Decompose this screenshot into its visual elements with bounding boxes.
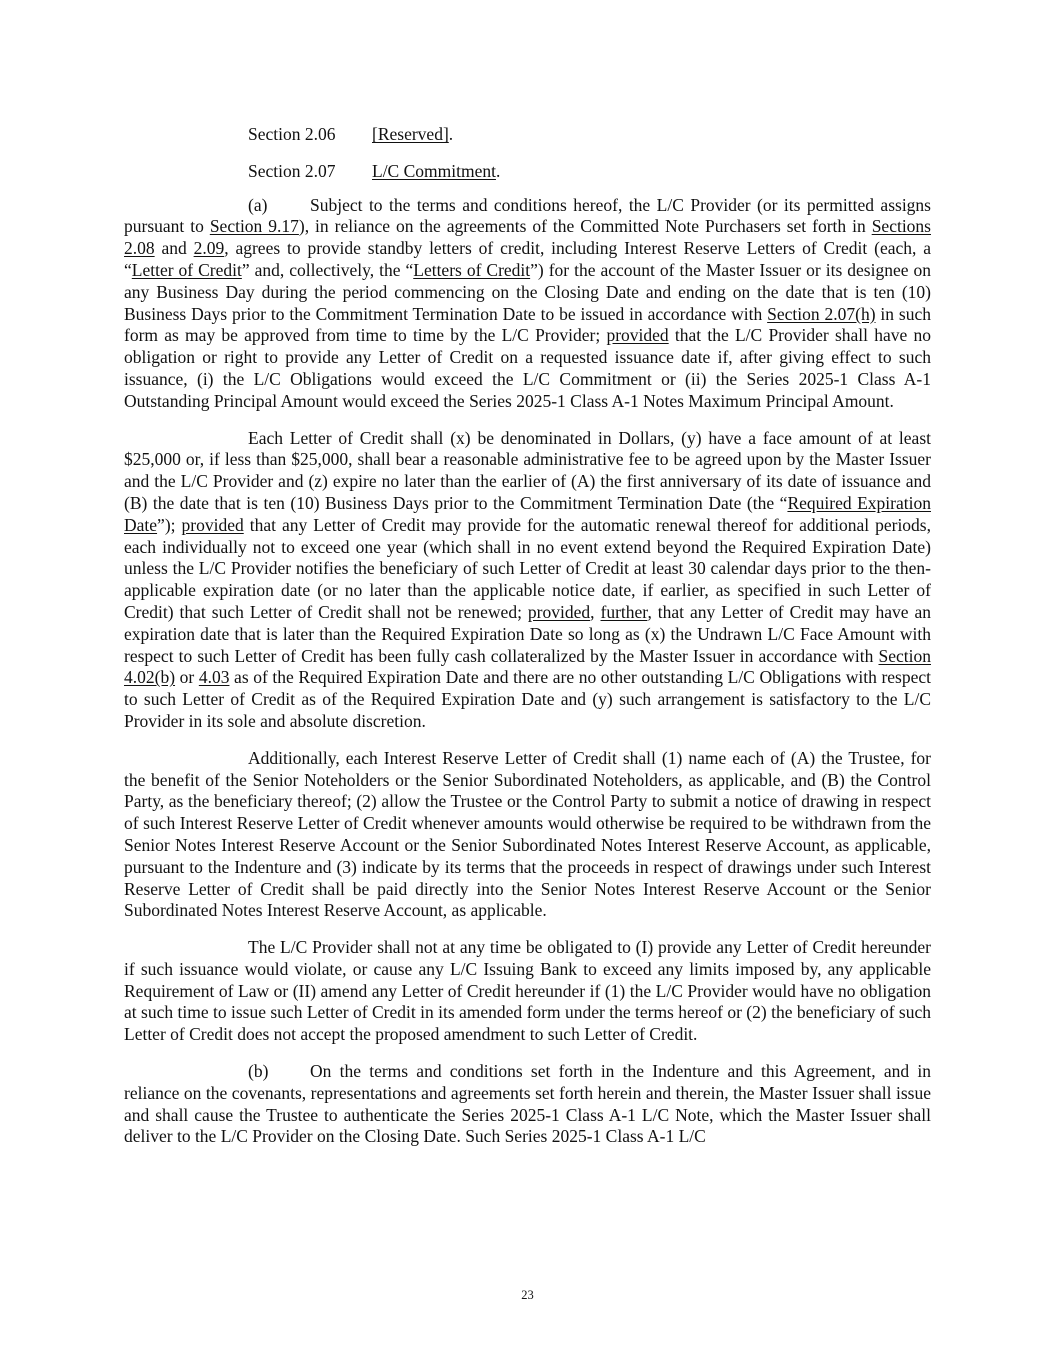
cross-reference-link[interactable]: 2.09 [193, 238, 225, 259]
clause-label: (b) [248, 1061, 269, 1082]
emphasis-term: provided [527, 601, 591, 622]
paragraph-interest-reserve: Additionally, each Interest Reserve Letter of Credit shall (1) name each of (A) the Trustee, for the benefit of the Senior Noteholders or the Senior Subordinated Noteholders, as applicable, and (B) the Control Party, as the beneficiary thereof; (2) allow the Trustee or the Control Party to submit a notice of drawing in respect of such Interest Reserve Letter of Credit whenever amounts would otherwise be required to be withdrawn from the Senior Notes Interest Reserve Account or the Senior Subordinated Notes Interest Reserve Account, as applicable, pursuant to the Indenture and (3) indicate by its terms that the proceeds in respect of drawings under such Interest Reserve Letter of Credit shall be paid directly into the Senior Notes Interest Reserve Account or the Senior Subordinated Notes Interest Reserve Account, as applicable. [124, 747, 931, 921]
emphasis-term: provided [606, 325, 669, 346]
cross-reference-link[interactable]: Section 9.17 [209, 216, 299, 237]
cross-reference-link[interactable]: 4.03 [198, 667, 230, 688]
cross-reference-link[interactable]: Section 2.07(h) [767, 303, 876, 324]
section-title-link[interactable]: L/C Commitment [372, 160, 496, 181]
emphasis-term: further [600, 601, 648, 622]
cross-reference-link[interactable]: Sections 2.08 [124, 216, 931, 259]
defined-term: Required Expiration Date [124, 492, 931, 535]
section-heading-2-07: Section 2.07 L/C Commitment. [248, 160, 501, 181]
page-number: 23 [521, 1288, 534, 1302]
paragraph-letter-of-credit-terms: Each Letter of Credit shall (x) be denominated in Dollars, (y) have a face amount of at least $25,000 or, if less than $25,000, shall bear a reasonable administrative fee to be agreed upon by the Master Issuer and the L/C Provider and (z) expire no later than the earlier of (A) the first anniversary of its date of issuance and (B) the date that is ten (10) Business Days prior to the Commitment Termination Date (the “Required Expiration Date”); provided that any Letter of Credit may provide for the automatic renewal thereof for additional periods, each individually not to exceed one year (which shall in no event extend beyond the Required Expiration Date) unless the L/C Provider notifies the beneficiary of such Letter of Credit at least 30 calendar days prior to the then-applicable expiration date (or no later than the applicable notice date, if earlier, as specified in such Letter of Credit) that such Letter of Credit shall not be renewed; provided, further, that any Letter of Credit may have an expiration date that is later than the Required Expiration Date so long as (x) the Undrawn L/C Face Amount with respect to such Letter of Credit has been fully cash collateralized by the Master Issuer in accordance with Section 4.02(b) or 4.03 as of the Required Expiration Date and there are no other outstanding L/C Obligations with respect to such Letter of Credit as of the Required Expiration Date and (y) such arrangement is satisfactory to the L/C Provider in its sole and absolute discretion. [124, 427, 931, 731]
document-page [124, 124, 931, 1148]
defined-term: Letters of Credit [413, 259, 531, 280]
section-heading-2-06: Section 2.06 [Reserved]. [248, 124, 454, 144]
paragraph-lc-provider-obligations: The L/C Provider shall not at any time be obligated to (I) provide any Letter of Credit hereunder if such issuance would violate, or cause any L/C Issuing Bank to exceed any limits imposed by, any applicable Requirement of Law or (II) amend any Letter of Credit hereunder if (1) the L/C Provider would have no obligation at such time to issue such Letter of Credit in its amended form under the terms hereof or (2) the beneficiary of such Letter of Credit does not accept the proposed amendment to such Letter of Credit. [124, 937, 931, 1045]
clause-label: (a) [248, 194, 268, 215]
section-number: Section 2.06 [248, 124, 336, 144]
emphasis-term: provided [181, 514, 244, 535]
paragraph-a: (a) Subject to the terms and conditions hereof, the L/C Provider (or its permitted assigns pursuant to Section 9.17), in reliance on the agreements of the Committed Note Purchasers set forth in Sections 2.08 and 2.09, agrees to provide standby letters of credit, including Interest Reserve Letters of Credit (each, a “Letter of Credit” and, collectively, the “Letters of Credit”) for the account of the Master Issuer or its designee on any Business Day during the period commencing on the Closing Date and ending on the date that is ten (10) Business Days prior to the Commitment Termination Date to be issued in accordance with Section 2.07(h) in such form as may be approved from time to time by the L/C Provider; provided that the L/C Provider shall have no obligation or right to provide any Letter of Credit on a requested issuance date if, after giving effect to such issuance, (i) the L/C Obligations would exceed the L/C Commitment or (ii) the Series 2025-1 Class A-1 Outstanding Principal Amount would exceed the Series 2025-1 Class A-1 Notes Maximum Principal Amount. [124, 194, 931, 411]
section-number: Section 2.07 [248, 160, 336, 181]
cross-reference-link[interactable]: Section 4.02(b) [124, 645, 931, 688]
defined-term: Letter of Credit [131, 259, 242, 280]
section-title-link[interactable]: [Reserved] [372, 124, 449, 144]
paragraph-b: (b) On the terms and conditions set forth in the Indenture and this Agreement, and in reliance on the covenants, representations and agreements set forth herein and therein, the Master Issuer shall issue and shall cause the Trustee to authenticate the Series 2025-1 Class A-1 L/C Note, which the Master Issuer shall deliver to the L/C Provider on the Closing Date. Such Series 2025-1 Class A-1 L/C [124, 1061, 931, 1147]
